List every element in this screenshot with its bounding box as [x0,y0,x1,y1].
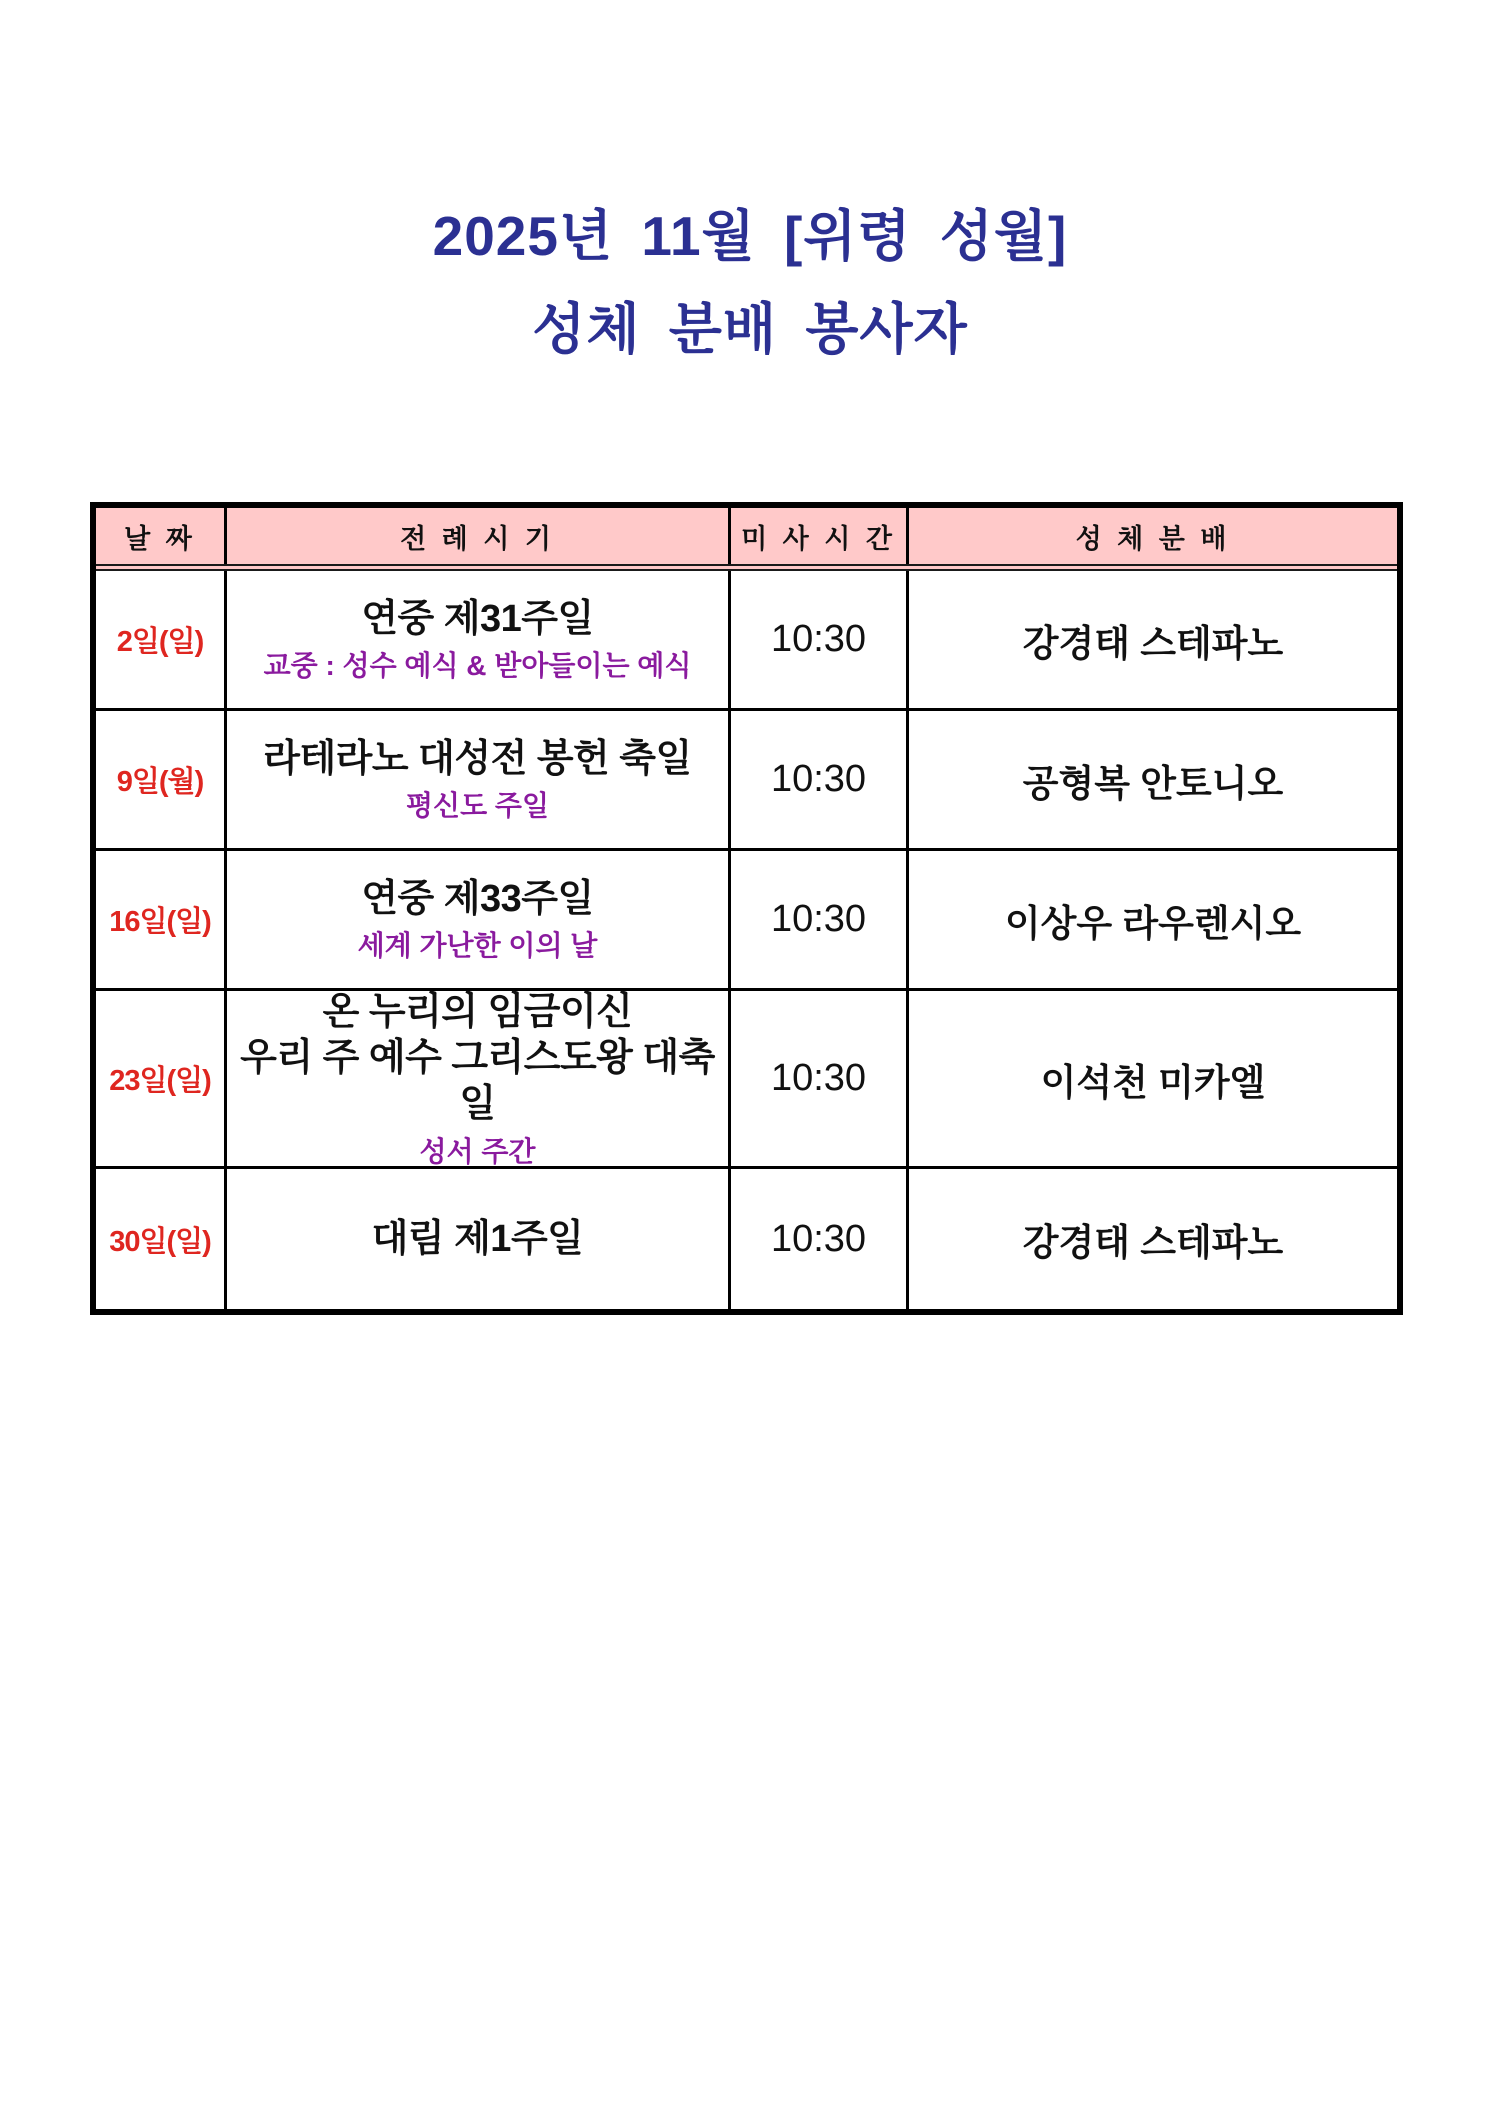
date-cell [96,571,227,708]
table-row [96,1169,1397,1309]
liturgy-note: 교중 : 성수 예식 & 받아들이는 예식 [263,650,692,682]
page-title [0,0,1500,376]
mass-time-cell [731,851,909,988]
liturgy-season-line: 우리 주 예수 그리스도왕 대축일 [240,1037,715,1126]
minister-name: 공형복 안토니오 [1022,762,1284,804]
minister-name: 이석천 미카엘 [1040,1061,1266,1103]
mass-time-text: 10:30 [770,1217,867,1260]
table-header-row [96,508,1397,571]
minister-cell [909,1169,1397,1309]
minister-cell [909,571,1397,708]
date-text: 16일(일) [109,906,211,938]
date-text: 2일(일) [116,626,204,658]
date-text: 9일(월) [116,766,204,798]
date-cell [96,711,227,848]
minister-cell [909,991,1397,1166]
liturgy-season-line: 연중 제33주일 [361,878,594,921]
mass-time-cell [731,991,909,1166]
date-cell [96,991,227,1166]
mass-time-text: 10:30 [770,618,867,660]
liturgy-season-line: 연중 제31주일 [361,598,594,641]
date-cell [96,851,227,988]
mass-time-text: 10:30 [770,1057,867,1099]
minister-name: 강경태 스테파노 [1022,1222,1284,1263]
table-row [96,711,1397,851]
table-row [96,571,1397,711]
liturgy-season-line: 대림 제1주일 [371,1217,584,1260]
page-title-line2: 성체 분배 봉사자 [532,298,968,360]
liturgy-note: 평신도 주일 [405,790,550,822]
header-cell-mass-time: 미 사 시 간 [731,508,909,564]
header-cell-date: 날 짜 [96,508,227,564]
minister-cell [909,851,1397,988]
date-text: 23일(일) [109,1065,211,1097]
liturgy-season-line: 라테라노 대성전 봉헌 축일 [263,738,692,781]
liturgy-cell [227,991,731,1166]
header-cell-liturgy: 전 례 시 기 [227,508,731,564]
minister-cell [909,711,1397,848]
liturgy-season-line: 온 누리의 임금이신 [322,990,633,1033]
table-row [96,851,1397,991]
liturgy-cell [227,711,731,848]
mass-time-text: 10:30 [770,758,867,800]
liturgy-cell [227,851,731,988]
minister-name: 강경태 스테파노 [1022,622,1284,664]
table-row [96,991,1397,1169]
mass-time-text: 10:30 [770,898,867,940]
liturgy-cell [227,571,731,708]
date-text: 30일(일) [109,1225,211,1258]
minister-name: 이상우 라우렌시오 [1004,902,1302,944]
mass-time-cell [731,571,909,708]
date-cell [96,1169,227,1309]
mass-time-cell [731,1169,909,1309]
mass-time-cell [731,711,909,848]
schedule-table [90,502,1403,1315]
liturgy-cell [227,1169,731,1309]
header-cell-distribution: 성 체 분 배 [1075,523,1231,554]
page-title-line1: 2025년 11월 [위령 성월] [432,205,1068,267]
liturgy-note: 세계 가난한 이의 날 [357,930,598,962]
liturgy-note: 성서 주간 [419,1135,536,1167]
